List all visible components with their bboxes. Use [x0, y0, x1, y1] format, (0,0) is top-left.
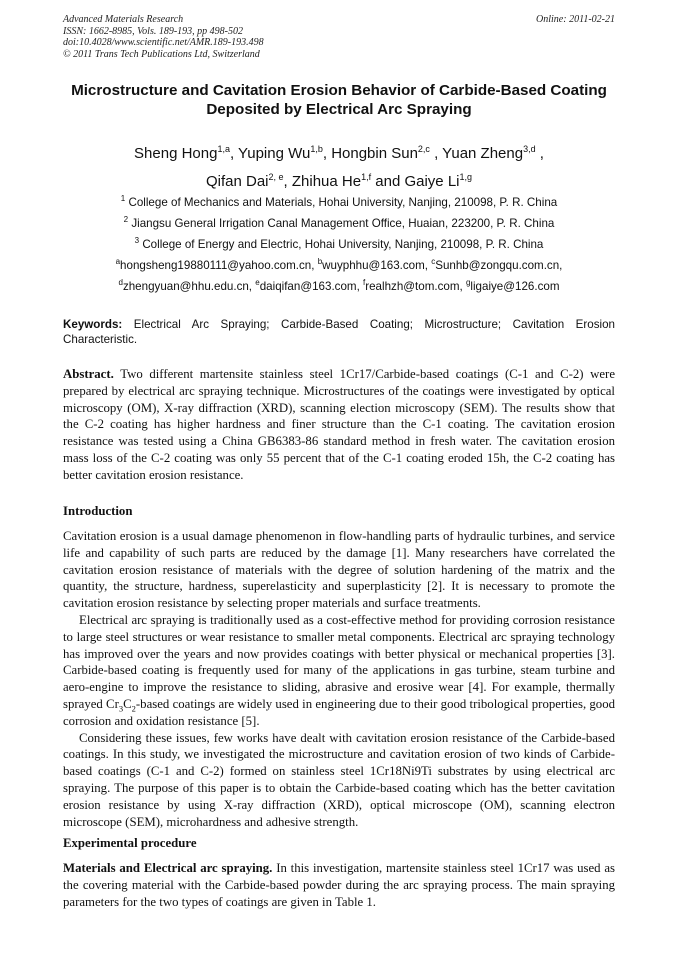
- affiliation-3: $^3$ College of Energy and Electric, Hohai University, Nanjing, 210098, P. R. China: [134, 236, 544, 251]
- author: Yuping Wu$^{1,b}$,: [238, 144, 332, 162]
- subsection-label: Materials and Electrical arc spraying.: [63, 861, 273, 875]
- paragraph: Cavitation erosion is a usual damage phenomenon in flow-handling parts of hydraulic turbines, and service life and capability of such parts are reduced by the damage [1]. Many researchers have correlated the cavitation erosion resistance of materials with the degree of solution hardening of the matrix and the quantity, the structure, hardness, superelasticity and superplasticity [2]. It is necessary to promote the cavitation erosion resistance by selecting proper materials and surface treatments.: [63, 529, 615, 611]
- affiliation-2: $^2$ Jiangsu General Irrigation Canal Management Office, Huaian, 223200, P. R. China: [123, 215, 555, 230]
- author: Sheng Hong$^{1,a}$,: [134, 144, 239, 162]
- paragraph: In this investigation, martensite stainless steel 1Cr17 was used as the covering material with the Carbide-based powder during the arc spraying process. The main spraying parameters for the two types of coatings are given in Table 1.: [63, 861, 616, 909]
- copyright-line: © 2011 Trans Tech Publications Ltd, Switzerland: [63, 48, 260, 60]
- affiliations: [63, 192, 615, 297]
- email-line-1: $^a$hongsheng19880111@yahoo.com.cn, $^b$wuyphhu@163.com, $^c$Sunhb@zongqu.com.cn,: [115, 257, 563, 272]
- keywords: [63, 317, 615, 347]
- journal-name: Advanced Materials Research: [63, 14, 184, 25]
- journal-header: [63, 14, 264, 60]
- author: Hongbin Sun$^{2,c}$ ,: [331, 144, 443, 162]
- author: Gaiye Li$^{1,g}$: [404, 172, 473, 190]
- email-link[interactable]: daiqifan@163.com,: [259, 280, 364, 293]
- online-date: Online: 2011-02-21: [536, 14, 615, 25]
- introduction-heading: Introduction: [63, 504, 133, 518]
- experimental-body: [63, 860, 615, 910]
- issn-line: ISSN: 1662-8985, Vols. 189-193, pp 498-502: [63, 25, 243, 37]
- abstract: [63, 366, 615, 484]
- doi-line: doi:10.4028/www.scientific.net/AMR.189-193.498: [63, 37, 264, 49]
- email-link[interactable]: realhzh@tom.com,: [365, 280, 466, 293]
- email-link[interactable]: Sunhb@zongqu.com.cn,: [435, 259, 563, 272]
- paper-title: Microstructure and Cavitation Erosion Behavior of Carbide-Based Coating Deposited by Electrical Arc Spraying: [71, 82, 607, 118]
- author-list: [63, 140, 615, 196]
- email-link[interactable]: hongsheng19880111@yahoo.com.cn,: [120, 259, 318, 272]
- experimental-heading: Experimental procedure: [63, 836, 197, 850]
- author: Zhihua He$^{1,f}$ and: [291, 172, 405, 190]
- affiliation-1: $^1$ College of Mechanics and Materials, Hohai University, Nanjing, 210098, P. R. China: [120, 194, 558, 209]
- email-link[interactable]: zhengyuan@hhu.edu.cn,: [122, 280, 256, 293]
- abstract-text: Two different martensite stainless steel 1Cr17/Carbide-based coatings (C-1 and C-2) were prepared by electrical arc spraying technique. Microstructures of the coatings were investigated by optical microscopy (OM), X-ray diffraction (XRD), scanning election microscopy (SEM). The results show that the C-2 coating has higher hardness and finer structure than the C-1 coating. The cavitation erosion resistance was tested using a China GB6383-86 standard method in fresh water. The cavitation erosion mass loss of the C-2 coating was only 55 percent that of the C-1 coating eroded 15h, the C-2 coating has better cavitation erosion resistance.: [63, 367, 615, 482]
- keywords-label: Keywords:: [63, 318, 123, 331]
- paragraph: Considering these issues, few works have dealt with cavitation erosion resistance of the Carbide-based coatings. In this study, we investigated the microstructure and cavitation erosion of two kinds of Carbide-based coatings (C-1 and C-2) formed on stainless steel 1Cr18Ni9Ti substrates by using electrical arc spraying. The purpose of this paper is to obtain the Carbide-based coating which has the better cavitation erosion resistance by using X-ray diffraction (XRD), optical microscope (OM), scanning electron microscope (SEM), microhardness and adhesive strength.: [63, 730, 615, 829]
- email-line-2: $^d$zhengyuan@hhu.edu.cn, $^e$daiqifan@163.com, $^f$realhzh@tom.com, $^g$ligaiye@126.com: [118, 278, 560, 293]
- keywords-text: Electrical Arc Spraying; Carbide-Based Coating; Microstructure; Cavitation Erosion Characteristic.: [63, 318, 615, 346]
- author: Qifan Dai$^{2, e}$,: [205, 172, 292, 190]
- email-link[interactable]: wuyphhu@163.com,: [322, 259, 432, 272]
- abstract-label: Abstract.: [63, 367, 114, 381]
- email-link[interactable]: ligaiye@126.com: [470, 280, 560, 293]
- author: Yuan Zheng$^{3,d}$ ,: [442, 144, 544, 162]
- introduction-body: [63, 528, 615, 830]
- paragraph: Electrical arc spraying is traditionally used as a cost-effective method for providing corrosion resistance to large steel structures or wear resistance to smaller metal components. Electrical arc spraying technology has improved over the years and now provides coatings with better physical or mechanical properties [3]. Carbide-based coating is frequently used for many of the applications in gas turbine, steam turbine and aero-engine to improve the resistance to sliding, abrasive and erosive wear [4]. For example, thermally sprayed $Cr_3C_2$-based coatings are widely used in engineering due to their good tribological properties, good corrosion and oxidation resistance [5].: [63, 612, 616, 728]
